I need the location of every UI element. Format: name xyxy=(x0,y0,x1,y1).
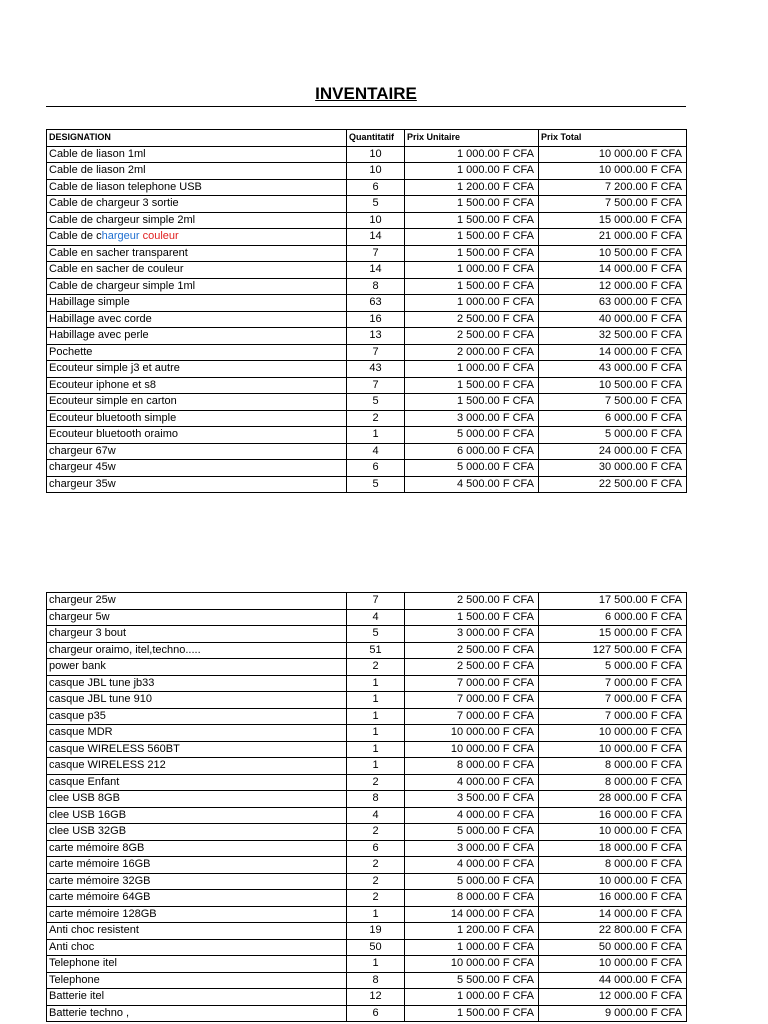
cell-unit-price: 7 000.00 F CFA xyxy=(405,708,539,725)
cell-total-price: 7 500.00 F CFA xyxy=(539,196,687,213)
cell-unit-price: 14 000.00 F CFA xyxy=(405,906,539,923)
cell-total-price: 6 000.00 F CFA xyxy=(539,410,687,427)
table-row xyxy=(47,179,687,196)
cell-unit-price: 1 500.00 F CFA xyxy=(405,278,539,295)
cell-quantity: 50 xyxy=(347,939,405,956)
cell-quantity: 6 xyxy=(347,460,405,477)
cell-unit-price: 4 000.00 F CFA xyxy=(405,774,539,791)
cell-quantity: 1 xyxy=(347,675,405,692)
cell-quantity: 1 xyxy=(347,741,405,758)
table-row xyxy=(47,873,687,890)
cell-total-price: 14 000.00 F CFA xyxy=(539,262,687,279)
cell-quantity: 16 xyxy=(347,311,405,328)
cell-designation: Batterie itel xyxy=(47,989,347,1006)
cell-designation: chargeur 35w xyxy=(47,476,347,493)
table-row xyxy=(47,758,687,775)
table-row xyxy=(47,939,687,956)
cell-quantity: 7 xyxy=(347,377,405,394)
cell-unit-price: 2 000.00 F CFA xyxy=(405,344,539,361)
cell-unit-price: 5 000.00 F CFA xyxy=(405,460,539,477)
cell-designation: chargeur 5w xyxy=(47,609,347,626)
cell-quantity: 10 xyxy=(347,212,405,229)
table-row xyxy=(47,692,687,709)
cell-designation: Habillage avec perle xyxy=(47,328,347,345)
table-row xyxy=(47,278,687,295)
table-row xyxy=(47,626,687,643)
cell-unit-price: 1 000.00 F CFA xyxy=(405,989,539,1006)
table-row xyxy=(47,675,687,692)
cell-quantity: 1 xyxy=(347,725,405,742)
table-row xyxy=(47,659,687,676)
table-row xyxy=(47,460,687,477)
cell-unit-price: 8 000.00 F CFA xyxy=(405,890,539,907)
cell-quantity: 14 xyxy=(347,262,405,279)
cell-designation: casque p35 xyxy=(47,708,347,725)
cell-total-price: 10 000.00 F CFA xyxy=(539,725,687,742)
cell-quantity: 6 xyxy=(347,840,405,857)
inventory-table-1-body xyxy=(47,146,687,493)
table-row xyxy=(47,295,687,312)
cell-total-price: 43 000.00 F CFA xyxy=(539,361,687,378)
header-designation: DESIGNATION xyxy=(47,130,347,147)
designation-part: Cable de c xyxy=(49,230,102,243)
cell-unit-price: 1 500.00 F CFA xyxy=(405,212,539,229)
cell-designation: Cable de chargeur simple 1ml xyxy=(47,278,347,295)
page-title: INVENTAIRE xyxy=(315,84,417,103)
cell-unit-price: 2 500.00 F CFA xyxy=(405,642,539,659)
cell-total-price: 32 500.00 F CFA xyxy=(539,328,687,345)
cell-quantity: 1 xyxy=(347,692,405,709)
cell-designation: Habillage avec corde xyxy=(47,311,347,328)
cell-unit-price: 1 000.00 F CFA xyxy=(405,163,539,180)
cell-total-price: 5 000.00 F CFA xyxy=(539,427,687,444)
cell-total-price: 50 000.00 F CFA xyxy=(539,939,687,956)
header-total-price: Prix Total xyxy=(539,130,687,147)
cell-unit-price: 4 000.00 F CFA xyxy=(405,807,539,824)
cell-total-price: 22 500.00 F CFA xyxy=(539,476,687,493)
table-row xyxy=(47,361,687,378)
cell-unit-price: 4 000.00 F CFA xyxy=(405,857,539,874)
cell-total-price: 8 000.00 F CFA xyxy=(539,857,687,874)
table-row xyxy=(47,609,687,626)
cell-unit-price: 5 500.00 F CFA xyxy=(405,972,539,989)
cell-total-price: 44 000.00 F CFA xyxy=(539,972,687,989)
cell-designation: Anti choc xyxy=(47,939,347,956)
cell-quantity: 1 xyxy=(347,427,405,444)
table-row xyxy=(47,212,687,229)
cell-total-price: 10 000.00 F CFA xyxy=(539,146,687,163)
table-row xyxy=(47,311,687,328)
cell-designation: chargeur 3 bout xyxy=(47,626,347,643)
table-row xyxy=(47,708,687,725)
cell-unit-price: 5 000.00 F CFA xyxy=(405,873,539,890)
table-row xyxy=(47,741,687,758)
cell-quantity: 7 xyxy=(347,344,405,361)
cell-designation: chargeur 25w xyxy=(47,593,347,610)
cell-unit-price: 1 000.00 F CFA xyxy=(405,295,539,312)
cell-designation: carte mémoire 8GB xyxy=(47,840,347,857)
cell-total-price: 40 000.00 F CFA xyxy=(539,311,687,328)
cell-unit-price: 2 500.00 F CFA xyxy=(405,659,539,676)
cell-designation: Cable de chargeur simple 2ml xyxy=(47,212,347,229)
cell-total-price: 24 000.00 F CFA xyxy=(539,443,687,460)
table-row xyxy=(47,593,687,610)
cell-quantity: 63 xyxy=(347,295,405,312)
inventory-table-1 xyxy=(46,129,687,493)
cell-unit-price: 1 000.00 F CFA xyxy=(405,361,539,378)
table-row xyxy=(47,1005,687,1022)
cell-designation: Ecouteur bluetooth oraimo xyxy=(47,427,347,444)
cell-total-price: 17 500.00 F CFA xyxy=(539,593,687,610)
cell-total-price: 8 000.00 F CFA xyxy=(539,758,687,775)
cell-unit-price: 7 000.00 F CFA xyxy=(405,692,539,709)
cell-designation: Habillage simple xyxy=(47,295,347,312)
cell-total-price: 9 000.00 F CFA xyxy=(539,1005,687,1022)
table-row xyxy=(47,262,687,279)
title-underline-rule xyxy=(46,106,686,107)
designation-part-red: couleur xyxy=(142,230,179,243)
cell-quantity: 5 xyxy=(347,196,405,213)
cell-quantity: 1 xyxy=(347,956,405,973)
cell-total-price: 7 000.00 F CFA xyxy=(539,675,687,692)
cell-unit-price: 1 000.00 F CFA xyxy=(405,146,539,163)
cell-designation: clee USB 32GB xyxy=(47,824,347,841)
cell-designation: carte mémoire 64GB xyxy=(47,890,347,907)
cell-total-price: 18 000.00 F CFA xyxy=(539,840,687,857)
cell-quantity: 6 xyxy=(347,179,405,196)
cell-unit-price: 7 000.00 F CFA xyxy=(405,675,539,692)
cell-total-price: 10 000.00 F CFA xyxy=(539,956,687,973)
cell-total-price: 10 500.00 F CFA xyxy=(539,245,687,262)
table-row xyxy=(47,923,687,940)
cell-total-price: 6 000.00 F CFA xyxy=(539,609,687,626)
cell-unit-price: 3 000.00 F CFA xyxy=(405,626,539,643)
table-row xyxy=(47,824,687,841)
cell-designation: Cable en sacher transparent xyxy=(47,245,347,262)
inventory-table-2 xyxy=(46,592,687,1022)
cell-quantity: 13 xyxy=(347,328,405,345)
cell-unit-price: 10 000.00 F CFA xyxy=(405,725,539,742)
cell-designation: casque JBL tune jb33 xyxy=(47,675,347,692)
header-unit-price: Prix Unitaire xyxy=(405,130,539,147)
cell-quantity: 1 xyxy=(347,708,405,725)
cell-total-price: 10 000.00 F CFA xyxy=(539,163,687,180)
cell-unit-price: 5 000.00 F CFA xyxy=(405,427,539,444)
cell-quantity: 4 xyxy=(347,807,405,824)
table-row xyxy=(47,774,687,791)
table-row xyxy=(47,410,687,427)
cell-unit-price: 2 500.00 F CFA xyxy=(405,593,539,610)
cell-unit-price: 1 500.00 F CFA xyxy=(405,377,539,394)
cell-designation: casque Enfant xyxy=(47,774,347,791)
cell-designation: clee USB 16GB xyxy=(47,807,347,824)
cell-quantity: 1 xyxy=(347,906,405,923)
cell-unit-price: 3 500.00 F CFA xyxy=(405,791,539,808)
cell-unit-price: 1 000.00 F CFA xyxy=(405,262,539,279)
cell-unit-price: 1 500.00 F CFA xyxy=(405,229,539,246)
cell-total-price: 10 000.00 F CFA xyxy=(539,824,687,841)
cell-designation: Telephone itel xyxy=(47,956,347,973)
cell-total-price: 15 000.00 F CFA xyxy=(539,626,687,643)
cell-quantity: 4 xyxy=(347,443,405,460)
table-row xyxy=(47,956,687,973)
cell-quantity: 1 xyxy=(347,758,405,775)
header-row xyxy=(47,130,687,147)
cell-designation: casque WIRELESS 212 xyxy=(47,758,347,775)
table-row xyxy=(47,890,687,907)
cell-designation: chargeur 45w xyxy=(47,460,347,477)
table-row xyxy=(47,427,687,444)
cell-total-price: 63 000.00 F CFA xyxy=(539,295,687,312)
cell-quantity: 2 xyxy=(347,659,405,676)
cell-total-price: 12 000.00 F CFA xyxy=(539,278,687,295)
cell-designation: Ecouteur bluetooth simple xyxy=(47,410,347,427)
cell-total-price: 16 000.00 F CFA xyxy=(539,807,687,824)
cell-total-price: 7 200.00 F CFA xyxy=(539,179,687,196)
cell-unit-price: 1 200.00 F CFA xyxy=(405,179,539,196)
cell-total-price: 7 000.00 F CFA xyxy=(539,708,687,725)
cell-total-price: 12 000.00 F CFA xyxy=(539,989,687,1006)
cell-designation: casque WIRELESS 560BT xyxy=(47,741,347,758)
cell-total-price: 10 000.00 F CFA xyxy=(539,741,687,758)
table-row xyxy=(47,840,687,857)
cell-designation: Cable de chargeur 3 sortie xyxy=(47,196,347,213)
cell-unit-price: 10 000.00 F CFA xyxy=(405,741,539,758)
table-row xyxy=(47,163,687,180)
cell-designation: Cable de liason telephone USB xyxy=(47,179,347,196)
cell-designation: Telephone xyxy=(47,972,347,989)
table-row xyxy=(47,377,687,394)
table-row xyxy=(47,725,687,742)
cell-quantity: 5 xyxy=(347,626,405,643)
cell-designation: Batterie techno , xyxy=(47,1005,347,1022)
table-row xyxy=(47,972,687,989)
cell-total-price: 22 800.00 F CFA xyxy=(539,923,687,940)
cell-designation: Cable de liason 1ml xyxy=(47,146,347,163)
cell-total-price: 16 000.00 F CFA xyxy=(539,890,687,907)
cell-unit-price: 3 000.00 F CFA xyxy=(405,410,539,427)
cell-quantity: 4 xyxy=(347,609,405,626)
table-row xyxy=(47,245,687,262)
cell-quantity: 5 xyxy=(347,394,405,411)
cell-designation: carte mémoire 128GB xyxy=(47,906,347,923)
cell-unit-price: 1 000.00 F CFA xyxy=(405,939,539,956)
cell-total-price: 14 000.00 F CFA xyxy=(539,906,687,923)
cell-total-price: 7 000.00 F CFA xyxy=(539,692,687,709)
cell-unit-price: 1 500.00 F CFA xyxy=(405,245,539,262)
cell-quantity: 2 xyxy=(347,824,405,841)
cell-designation: Ecouteur iphone et s8 xyxy=(47,377,347,394)
table-row xyxy=(47,328,687,345)
cell-designation: carte mémoire 16GB xyxy=(47,857,347,874)
cell-quantity: 8 xyxy=(347,791,405,808)
table-row xyxy=(47,344,687,361)
cell-designation: carte mémoire 32GB xyxy=(47,873,347,890)
cell-quantity: 8 xyxy=(347,972,405,989)
cell-designation: Cable de liason 2ml xyxy=(47,163,347,180)
table-row xyxy=(47,906,687,923)
table-row xyxy=(47,989,687,1006)
cell-total-price: 7 500.00 F CFA xyxy=(539,394,687,411)
cell-quantity: 7 xyxy=(347,593,405,610)
table-row xyxy=(47,146,687,163)
table-row xyxy=(47,791,687,808)
cell-quantity: 12 xyxy=(347,989,405,1006)
cell-quantity: 6 xyxy=(347,1005,405,1022)
header-quantity: Quantitatif xyxy=(347,130,405,147)
cell-total-price: 21 000.00 F CFA xyxy=(539,229,687,246)
table-row xyxy=(47,196,687,213)
cell-total-price: 10 000.00 F CFA xyxy=(539,873,687,890)
table-row xyxy=(47,443,687,460)
cell-quantity: 51 xyxy=(347,642,405,659)
cell-unit-price: 2 500.00 F CFA xyxy=(405,328,539,345)
cell-unit-price: 8 000.00 F CFA xyxy=(405,758,539,775)
cell-designation xyxy=(47,229,347,246)
cell-unit-price: 3 000.00 F CFA xyxy=(405,840,539,857)
cell-designation: casque MDR xyxy=(47,725,347,742)
table-row xyxy=(47,642,687,659)
cell-quantity: 2 xyxy=(347,873,405,890)
cell-total-price: 5 000.00 F CFA xyxy=(539,659,687,676)
cell-designation: casque JBL tune 910 xyxy=(47,692,347,709)
cell-unit-price: 1 500.00 F CFA xyxy=(405,394,539,411)
inventory-table-2-body xyxy=(47,593,687,1022)
cell-total-price: 28 000.00 F CFA xyxy=(539,791,687,808)
cell-total-price: 15 000.00 F CFA xyxy=(539,212,687,229)
cell-unit-price: 4 500.00 F CFA xyxy=(405,476,539,493)
cell-quantity: 2 xyxy=(347,774,405,791)
cell-quantity: 5 xyxy=(347,476,405,493)
cell-designation: clee USB 8GB xyxy=(47,791,347,808)
cell-designation: Cable en sacher de couleur xyxy=(47,262,347,279)
cell-total-price: 30 000.00 F CFA xyxy=(539,460,687,477)
cell-quantity: 2 xyxy=(347,410,405,427)
cell-designation: power bank xyxy=(47,659,347,676)
cell-quantity: 10 xyxy=(347,146,405,163)
table-row xyxy=(47,857,687,874)
cell-unit-price: 1 200.00 F CFA xyxy=(405,923,539,940)
cell-total-price: 14 000.00 F CFA xyxy=(539,344,687,361)
cell-unit-price: 2 500.00 F CFA xyxy=(405,311,539,328)
table-row xyxy=(47,476,687,493)
cell-total-price: 10 500.00 F CFA xyxy=(539,377,687,394)
cell-quantity: 43 xyxy=(347,361,405,378)
cell-total-price: 8 000.00 F CFA xyxy=(539,774,687,791)
cell-total-price: 127 500.00 F CFA xyxy=(539,642,687,659)
cell-unit-price: 1 500.00 F CFA xyxy=(405,1005,539,1022)
cell-quantity: 2 xyxy=(347,857,405,874)
cell-unit-price: 1 500.00 F CFA xyxy=(405,196,539,213)
cell-quantity: 14 xyxy=(347,229,405,246)
cell-unit-price: 6 000.00 F CFA xyxy=(405,443,539,460)
cell-designation: chargeur oraimo, itel,techno..... xyxy=(47,642,347,659)
cell-unit-price: 10 000.00 F CFA xyxy=(405,956,539,973)
cell-unit-price: 5 000.00 F CFA xyxy=(405,824,539,841)
table-row xyxy=(47,229,687,246)
designation-part-blue: hargeur xyxy=(101,230,140,243)
cell-designation: chargeur 67w xyxy=(47,443,347,460)
cell-quantity: 2 xyxy=(347,890,405,907)
table-row xyxy=(47,394,687,411)
table-row xyxy=(47,807,687,824)
cell-unit-price: 1 500.00 F CFA xyxy=(405,609,539,626)
cell-designation: Ecouteur simple en carton xyxy=(47,394,347,411)
cell-designation: Pochette xyxy=(47,344,347,361)
cell-quantity: 19 xyxy=(347,923,405,940)
cell-designation: Anti choc resistent xyxy=(47,923,347,940)
cell-quantity: 8 xyxy=(347,278,405,295)
cell-quantity: 7 xyxy=(347,245,405,262)
cell-quantity: 10 xyxy=(347,163,405,180)
cell-designation: Ecouteur simple j3 et autre xyxy=(47,361,347,378)
